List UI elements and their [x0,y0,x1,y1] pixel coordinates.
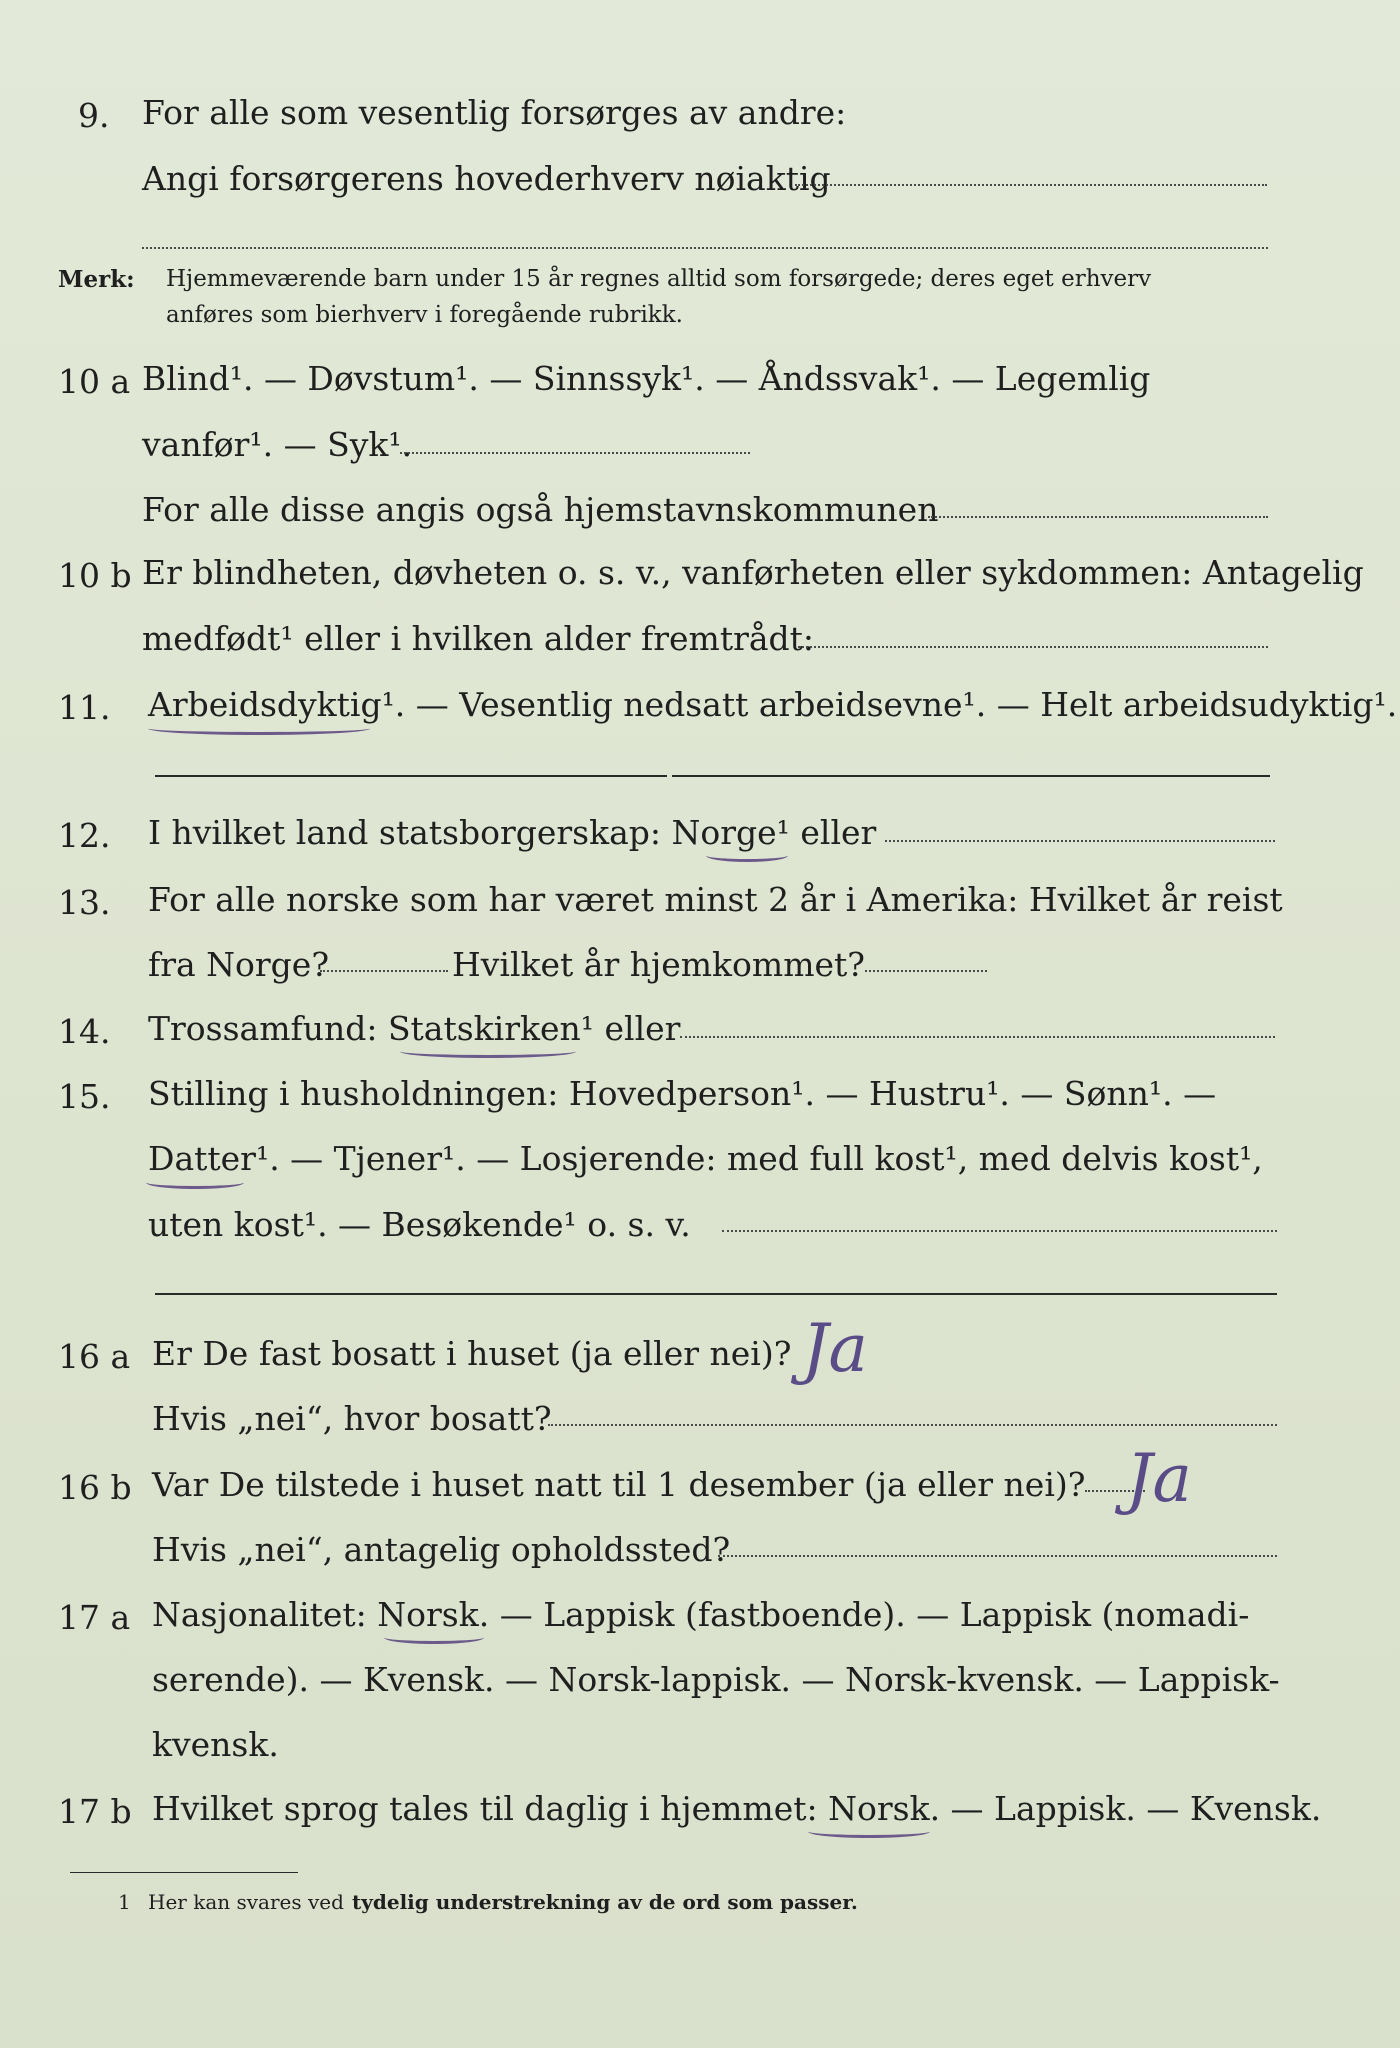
merk-label: Merk: [58,266,135,293]
q13-line1: For alle norske som har været minst 2 år i Amerika: Hvilket år reist [148,880,1283,919]
q16a-bosatt-line[interactable] [548,1424,1277,1426]
q11-line1: Arbeidsdyktig¹. — Vesentlig nedsatt arbeidsevne¹. — Helt arbeidsudyktig¹. [148,685,1398,724]
q13-line2a: fra Norge? [148,945,330,984]
q17a-line2: serende). — Kvensk. — Norsk-lappisk. — Norsk-kvensk. — Lappisk- [152,1660,1280,1699]
q17b-line1: Hvilket sprog tales til daglig i hjemmet: Norsk. — Lappisk. — Kvensk. [152,1789,1322,1828]
q15-answer-line[interactable] [722,1230,1277,1232]
q11-underline-mark [148,722,370,735]
q16b-opholdssted-line[interactable] [718,1555,1277,1557]
q13-reist-line[interactable] [320,970,448,972]
q10a-number: 10 a [58,362,131,401]
q10a-line1: Blind¹. — Døvstum¹. — Sinnssyk¹. — Åndssvak¹. — Legemlig [142,359,1151,398]
q10a-answer-line[interactable] [400,452,750,454]
q15-number: 15. [58,1077,111,1116]
q16b-handwritten-answer[interactable]: Ja [1126,1440,1192,1517]
q16b-line2: Hvis „nei“, antagelig opholdssted? [152,1530,731,1569]
q10b-number: 10 b [58,556,132,595]
q9-answer-line-2[interactable] [142,247,1268,249]
q15-line3: uten kost¹. — Besøkende¹ o. s. v. [148,1205,691,1244]
q10b-line1: Er blindheten, døvheten o. s. v., vanførheten eller sykdommen: Antagelig [142,553,1364,592]
q16a-line1: Er De fast bosatt i huset (ja eller nei)? [152,1334,792,1373]
q12-underline-mark [706,849,788,862]
q10a-line2: vanfør¹. — Syk¹. [142,425,413,464]
q17a-line1: Nasjonalitet: Norsk. — Lappisk (fastboende). — Lappisk (nomadi- [152,1595,1250,1634]
q15-rule [155,1293,1277,1295]
q11-rule-right [672,775,1270,777]
q10b-line2: medfødt¹ eller i hvilken alder fremtrådt: [142,619,815,658]
q16b-line1: Var De tilstede i huset natt til 1 desember (ja eller nei)? [152,1465,1086,1504]
q11-rule-left [155,775,667,777]
q16a-number: 16 a [58,1337,131,1376]
q17a-underline-mark [384,1631,484,1644]
q9-number: 9. [78,96,110,135]
q17b-underline-mark [808,1825,930,1838]
footnote-rule [70,1872,298,1873]
q9-line2: Angi forsørgerens hovederhverv nøiaktig [142,159,831,198]
q17a-line3: kvensk. [152,1725,279,1764]
q12-line1: I hvilket land statsborgerskap: Norge¹ eller [148,813,877,852]
q11-number: 11. [58,688,111,727]
q16b-number: 16 b [58,1468,132,1507]
footnote-mark: 1 [118,1890,131,1914]
merk-line2: anføres som bierhverv i foregående rubrikk. [166,302,683,328]
q15-line1: Stilling i husholdningen: Hovedperson¹. — Hustru¹. — Sønn¹. — [148,1074,1217,1113]
q10a-hjemstavn-line[interactable] [928,516,1268,518]
q17b-number: 17 b [58,1792,132,1831]
q13-hjemkommet-line[interactable] [865,970,987,972]
footnote-text-bold: tydelig understrekning av de ord som passer. [352,1890,858,1914]
q17a-number: 17 a [58,1598,131,1637]
q16a-handwritten-answer[interactable]: Ja [802,1310,868,1387]
q9-line1: For alle som vesentlig forsørges av andre: [142,93,847,132]
q10a-line3: For alle disse angis også hjemstavnskommunen [142,490,939,529]
q14-line1: Trossamfund: Statskirken¹ eller [148,1009,681,1048]
merk-line1: Hjemmeværende barn under 15 år regnes alltid som forsørgede; deres eget erhverv [166,266,1152,292]
q14-number: 14. [58,1012,111,1051]
q14-answer-line[interactable] [680,1036,1275,1038]
q15-line2: Datter¹. — Tjener¹. — Losjerende: med full kost¹, med delvis kost¹, [148,1139,1263,1178]
q10b-answer-line[interactable] [798,646,1268,648]
q16a-line2: Hvis „nei“, hvor bosatt? [152,1399,552,1438]
q14-underline-mark [400,1045,576,1058]
footnote-text-plain: Her kan svares ved [148,1890,344,1914]
q12-number: 12. [58,816,111,855]
q13-line2b: Hvilket år hjemkommet? [452,945,865,984]
q9-answer-line[interactable] [795,184,1267,186]
q12-answer-line[interactable] [885,840,1275,842]
q15-underline-mark [146,1176,244,1189]
q13-number: 13. [58,883,111,922]
